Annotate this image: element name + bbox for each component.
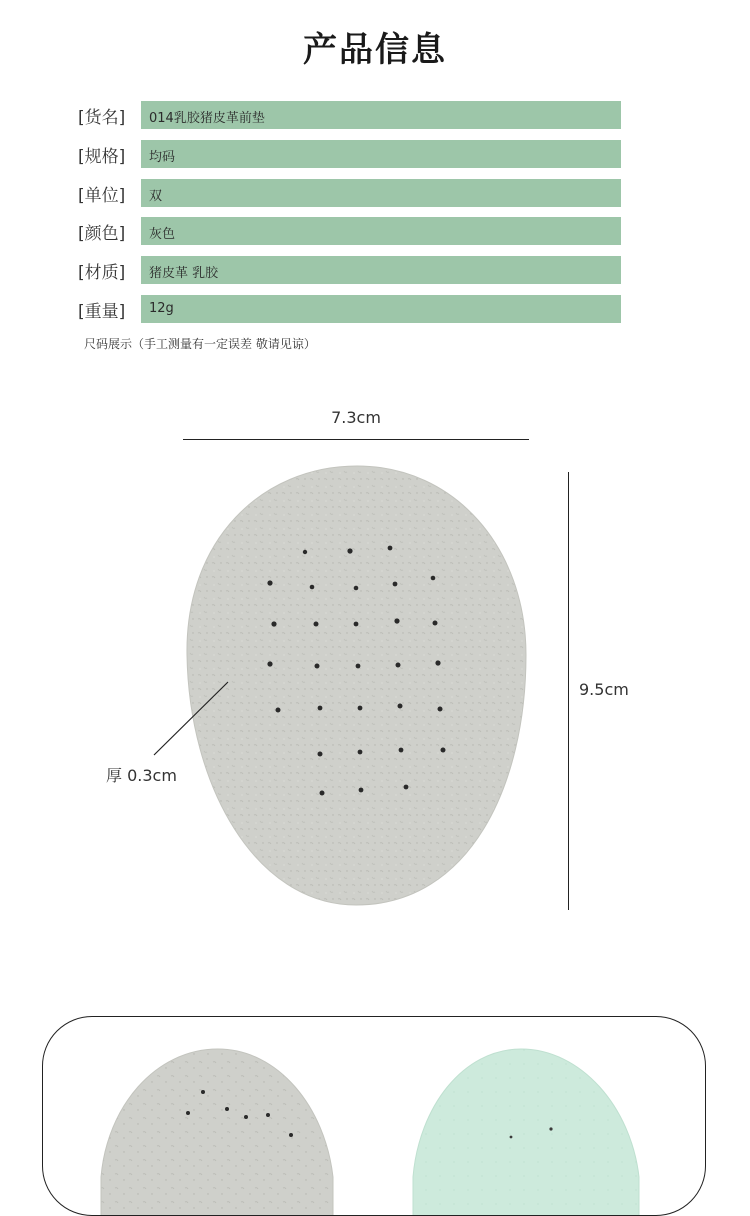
spec-value: 014乳胶猪皮革前垫 [149,111,265,126]
spec-label: [重量] [78,302,126,322]
spec-value: 双 [149,189,163,204]
spec-value: 均码 [149,150,176,165]
size-note: 尺码展示（手工测量有一定误差 敬请见谅） [84,337,316,351]
thickness-label: 厚 0.3cm [106,766,177,785]
spec-value: 12g [149,301,174,316]
spec-label: [规格] [78,147,126,167]
height-dimension-line [568,472,569,910]
preview-insoles [43,1017,706,1216]
page-title: 产品信息 [303,30,447,70]
spec-label: [材质] [78,263,126,283]
product-preview-box [42,1016,706,1216]
spec-label: [颜色] [78,224,126,244]
spec-label: [单位] [78,186,126,206]
width-dimension-label: 7.3cm [331,408,381,427]
spec-label: [货名] [78,108,126,128]
spec-value: 灰色 [149,227,176,242]
insole-shape [187,466,526,905]
preview-insole-gray [101,1049,333,1216]
preview-insole-green [413,1049,639,1216]
spec-value: 猪皮革 乳胶 [149,266,219,281]
height-dimension-label: 9.5cm [579,680,629,699]
